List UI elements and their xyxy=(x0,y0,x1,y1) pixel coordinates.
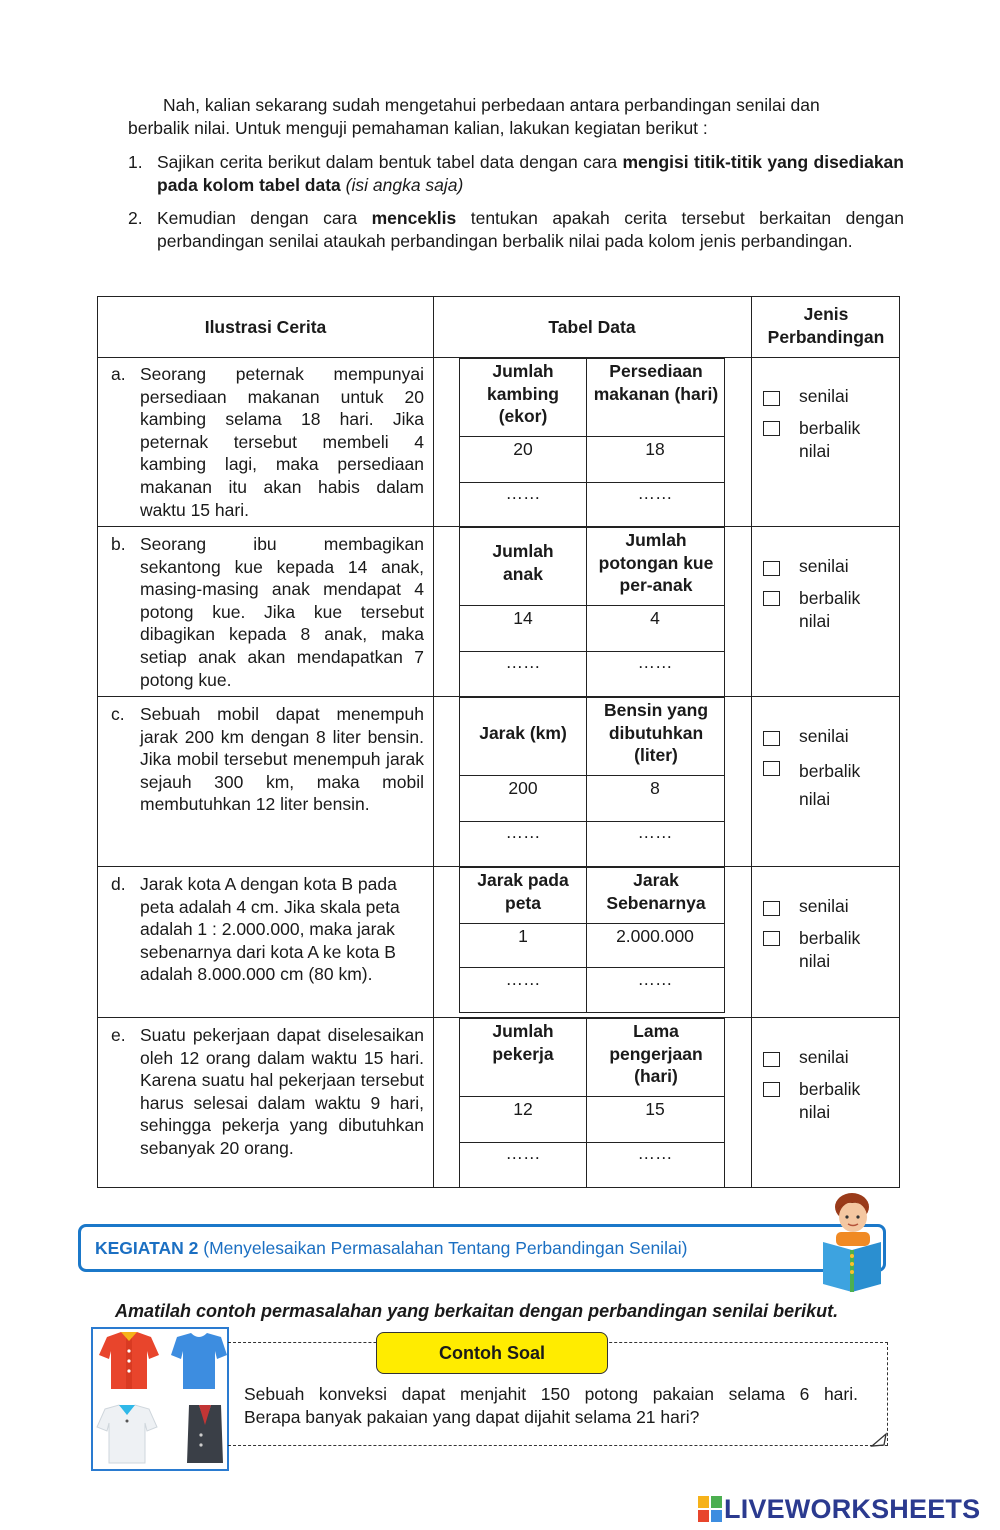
checkbox-senilai[interactable] xyxy=(763,561,780,576)
blank-field-2[interactable]: …… xyxy=(637,969,673,989)
contoh-soal-badge: Contoh Soal xyxy=(376,1332,608,1374)
data-value-1: 20 xyxy=(513,439,533,459)
data-header-2: Jarak Sebenarnya xyxy=(606,870,706,913)
blank-field-1[interactable]: …… xyxy=(505,1143,541,1163)
liveworksheets-logo xyxy=(698,1494,980,1524)
blank-field-2[interactable]: …… xyxy=(637,652,673,672)
data-value-1: 1 xyxy=(518,926,528,946)
checkbox-senilai[interactable] xyxy=(763,391,780,406)
story-d: d. Jarak kota A dengan kota B pada peta adalah 4 cm. Jika skala peta adalah 1 : 2.000.000, maka jarak sebenarnya dari kota A ke kota B adalah 8.000.000 cm (80 km). xyxy=(111,874,400,985)
data-header-2: Jumlah potongan kue per-anak xyxy=(598,530,714,596)
boy-reading-illustration xyxy=(818,1190,890,1294)
data-header-1: Jarak (km) xyxy=(479,723,567,743)
data-value-1: 200 xyxy=(508,778,538,798)
main-table xyxy=(97,296,900,1188)
data-value-2: 4 xyxy=(650,608,660,628)
contoh-line-1: Sebuah konveksi dapat menjahit 150 potong pakaian selama 6 hari. xyxy=(244,1384,858,1404)
checkbox-berbalik-nilai[interactable] xyxy=(763,421,780,436)
checkbox-berbalik-nilai[interactable] xyxy=(763,591,780,606)
checkbox-berbalik-nilai[interactable] xyxy=(763,931,780,946)
option-berbalik-nilai: berbalik nilai xyxy=(799,588,861,631)
clothes-icon xyxy=(93,1329,227,1469)
data-value-2: 15 xyxy=(645,1099,665,1119)
option-berbalik-nilai: berbalik nilai xyxy=(799,928,861,971)
data-header-2: Persediaan makanan (hari) xyxy=(593,361,719,404)
data-header-2: Lama pengerjaan (hari) xyxy=(609,1021,703,1087)
story-b: b. Seorang ibu membagikan sekantong kue kepada 14 anak, masing-masing anak mendapat 4 potong kue. Jika kue tersebut dibagikan kepada 8 anak, maka setiap anak akan mendapatkan 7 potong kue. xyxy=(111,534,424,690)
column-divider xyxy=(751,297,752,1187)
option-berbalik-nilai: berbalik nilai xyxy=(799,418,861,461)
contoh-line-2: Berapa banyak pakaian yang dapat dijahit selama 21 hari? xyxy=(244,1407,700,1427)
blank-field-1[interactable]: …… xyxy=(505,969,541,989)
kegiatan-title: KEGIATAN 2 (Menyelesaikan Permasalahan Tentang Perbandingan Senilai) xyxy=(95,1238,688,1258)
option-senilai: senilai xyxy=(799,556,849,576)
page-curl-icon xyxy=(870,1432,888,1448)
data-value-2: 2.000.000 xyxy=(616,926,694,946)
data-header-2: Bensin yang dibutuhkan (liter) xyxy=(603,700,709,766)
intro-line-1: Nah, kalian sekarang sudah mengetahui perbedaan antara perbandingan senilai dan xyxy=(163,95,820,115)
blank-field-1[interactable]: …… xyxy=(505,822,541,842)
blank-field-1[interactable]: …… xyxy=(505,483,541,503)
data-header-1: Jumlah anak xyxy=(492,541,554,584)
data-value-1: 14 xyxy=(513,608,533,628)
blank-field-2[interactable]: …… xyxy=(637,1143,673,1163)
checkbox-senilai[interactable] xyxy=(763,1052,780,1067)
checkbox-senilai[interactable] xyxy=(763,731,780,746)
blank-field-2[interactable]: …… xyxy=(637,483,673,503)
story-c: c. Sebuah mobil dapat menempuh jarak 200 km dengan 8 liter bensin. Jika mobil tersebut menempuh jarak sejauh 300 km, maka mobil membutuhkan 12 liter bensin. xyxy=(111,704,424,815)
blank-field-2[interactable]: …… xyxy=(637,822,673,842)
liveworksheets-icon xyxy=(698,1496,722,1522)
data-value-2: 18 xyxy=(645,439,665,459)
option-berbalik-nilai: berbalik nilai xyxy=(799,1079,861,1122)
data-value-1: 12 xyxy=(513,1099,533,1119)
instruction-1: Sajikan cerita berikut dalam bentuk tabel data dengan cara mengisi titik-titik yang disediakan pada kolom tabel data (isi angka saja) xyxy=(157,152,904,195)
data-header-1: Jumlah kambing (ekor) xyxy=(487,361,559,427)
story-e: e. Suatu pekerjaan dapat diselesaikan oleh 12 orang dalam waktu 15 hari. Karena suatu hal pekerjaan tersebut harus selesai dalam waktu 9 hari, sehingga pekerja yang dibutuhkan sebanyak 20 orang. xyxy=(111,1025,424,1158)
column-divider xyxy=(433,297,434,1187)
instruction-2-number: 2. xyxy=(128,208,143,228)
clothes-image xyxy=(91,1327,229,1471)
checkbox-berbalik-nilai[interactable] xyxy=(763,761,780,776)
blank-field-1[interactable]: …… xyxy=(505,652,541,672)
option-senilai: senilai xyxy=(799,386,849,406)
data-table-c xyxy=(459,697,725,867)
amatilah-instruction: Amatilah contoh permasalahan yang berkaitan dengan perbandingan senilai berikut. xyxy=(115,1301,839,1321)
data-header-1: Jarak pada peta xyxy=(477,870,569,913)
kegiatan-banner xyxy=(78,1224,886,1272)
checkbox-berbalik-nilai[interactable] xyxy=(763,1082,780,1097)
option-senilai: senilai xyxy=(799,1047,849,1067)
data-header-1: Jumlah pekerja xyxy=(492,1021,554,1064)
intro-line-2: berbalik nilai. Untuk menguji pemahaman kalian, lakukan kegiatan berikut : xyxy=(128,118,708,138)
data-table-d xyxy=(459,867,725,1013)
data-table-a xyxy=(459,358,725,527)
story-a: a. Seorang peternak mempunyai persediaan makanan untuk 20 kambing selama 18 hari. Jika peternak tersebut membeli 4 kambing lagi, maka persediaan makanan itu akan habis dalam waktu 15 hari. xyxy=(111,364,424,520)
header-jenis-perbandingan: Jenis Perbandingan xyxy=(767,304,885,347)
liveworksheets-wordmark: LIVEWORKSHEETS xyxy=(724,1493,981,1524)
option-senilai: senilai xyxy=(799,896,849,916)
instruction-1-number: 1. xyxy=(128,152,143,172)
header-tabel-data: Tabel Data xyxy=(548,317,636,337)
instruction-2: Kemudian dengan cara menceklis tentukan apakah cerita tersebut berkaitan dengan perbandingan senilai ataukah perbandingan berbalik nilai pada kolom jenis perbandingan. xyxy=(157,208,904,251)
checkbox-senilai[interactable] xyxy=(763,901,780,916)
data-value-2: 8 xyxy=(650,778,660,798)
data-table-e xyxy=(459,1018,725,1188)
option-berbalik-nilai: berbalik nilai xyxy=(799,761,861,809)
option-senilai: senilai xyxy=(799,726,849,746)
header-ilustrasi-cerita: Ilustrasi Cerita xyxy=(204,317,327,337)
data-table-b xyxy=(459,527,725,697)
